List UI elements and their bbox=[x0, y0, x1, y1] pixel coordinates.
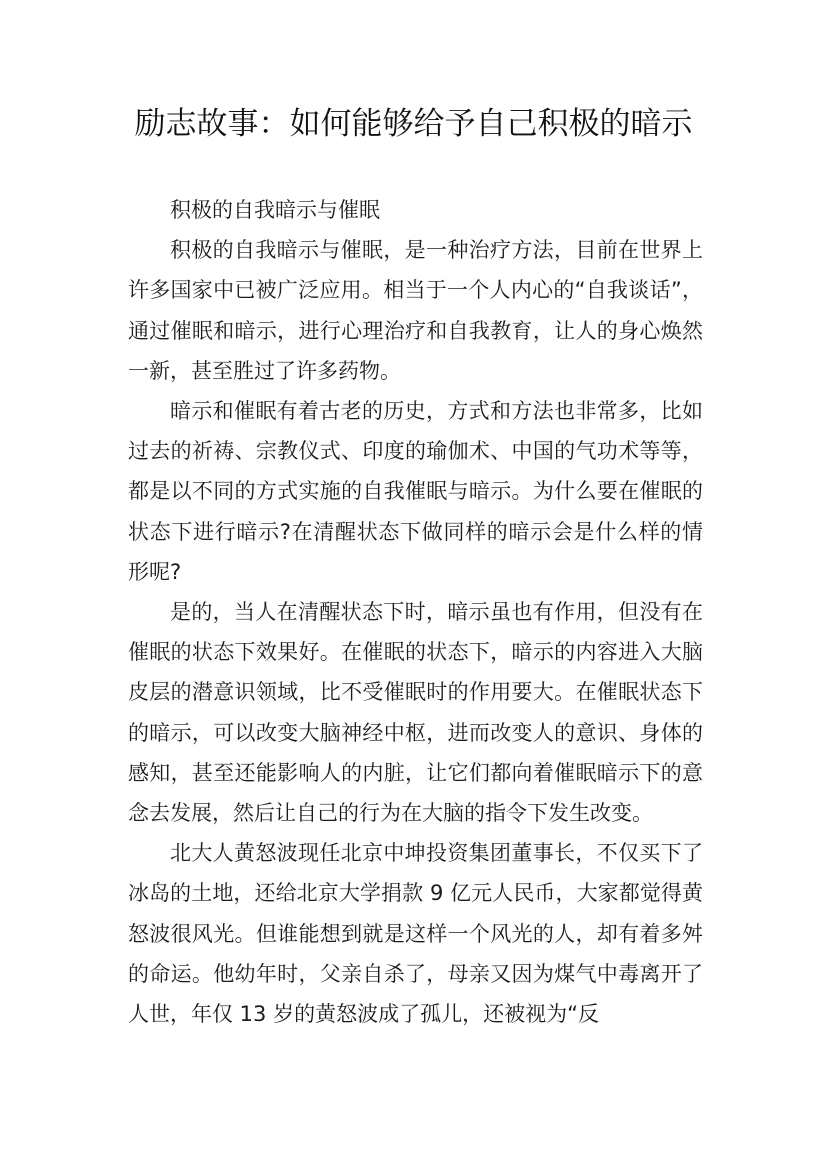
paragraph: 暗示和催眠有着古老的历史，方式和方法也非常多，比如过去的祈祷、宗教仪式、印度的瑜伽术、中国的气功术等等，都是以不同的方式实施的自我催眠与暗示。为什么要在催眠的状态下进行暗示?在清醒状态下做同样的暗示会是什么样的情形呢? bbox=[128, 399, 703, 584]
paragraph-heading: 积极的自我暗示与催眠 bbox=[170, 198, 380, 222]
paragraph: 是的，当人在清醒状态下时，暗示虽也有作用，但没有在催眠的状态下效果好。在催眠的状态下，暗示的内容进入大脑皮层的潜意识领域，比不受催眠时的作用要大。在催眠状态下的暗示，可以改变大脑神经中枢，进而改变人的意识、身体的感知，甚至还能影响人的内脏，让它们都向着催眠暗示下的意念去发展，然后让自己的行为在大脑的指令下发生改变。 bbox=[128, 600, 703, 826]
document-title: 励志故事：如何能够给予自己积极的暗示 bbox=[134, 106, 693, 142]
paragraph: 积极的自我暗示与催眠，是一种治疗方法，目前在世界上许多国家中已被广泛应用。相当于一个人内心的“自我谈话”，通过催眠和暗示，进行心理治疗和自我教育，让人的身心焕然一新，甚至胜过了许多药物。 bbox=[128, 238, 703, 383]
paragraph: 北大人黄怒波现任北京中坤投资集团董事长，不仅买下了冰岛的土地，还给北京大学捐款 9 亿元人民币，大家都觉得黄怒波很风光。但谁能想到就是这样一个风光的人，却有着多舛的命运。他幼年时，父亲自杀了，母亲又因为煤气中毒离开了人世，年仅 13 岁的黄怒波成了孤儿，还被视为“反 bbox=[128, 841, 703, 1027]
document-body bbox=[128, 190, 703, 1034]
